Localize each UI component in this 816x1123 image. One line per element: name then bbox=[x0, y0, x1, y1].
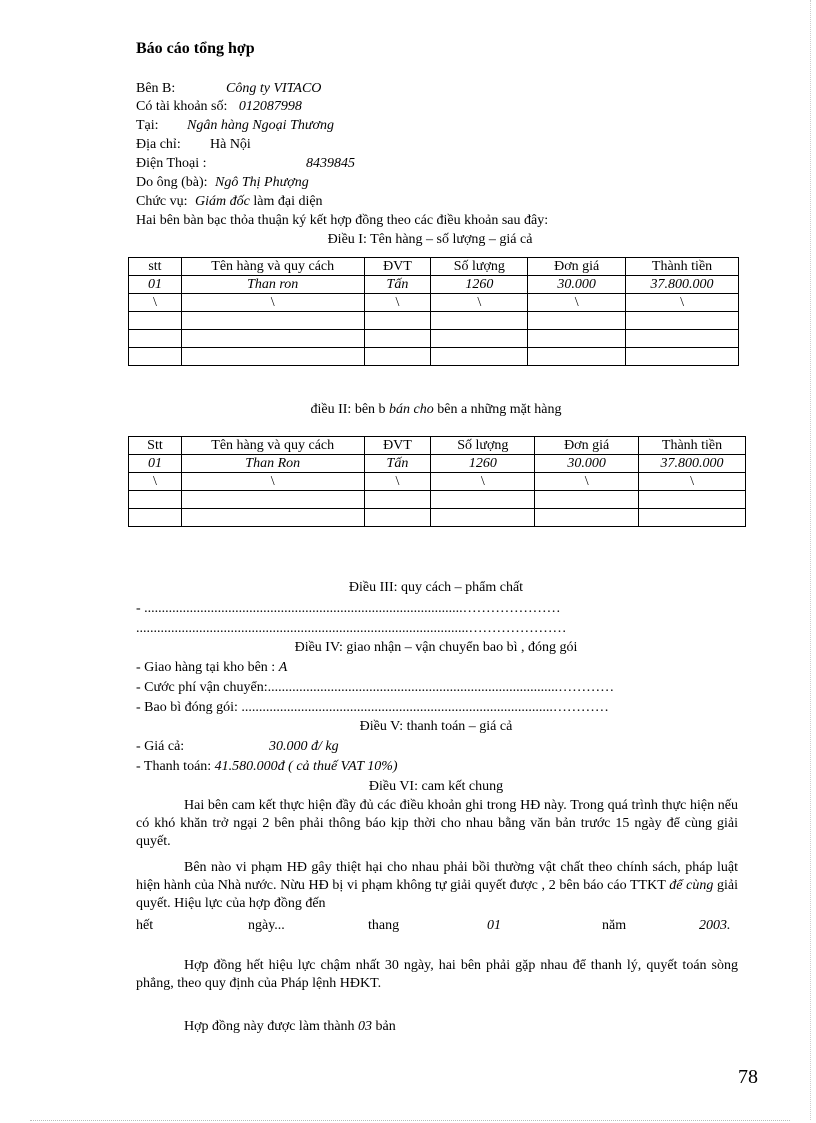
table-row-empty bbox=[129, 330, 739, 348]
price-value: 30.000 đ/ kg bbox=[269, 739, 339, 754]
end-nam: năm bbox=[602, 918, 627, 933]
article3-line2: ...............................................................................................………………… bbox=[136, 621, 567, 636]
cell-amount: 37.800.000 bbox=[639, 455, 746, 473]
ben-b-value: Công ty VITACO bbox=[226, 81, 322, 96]
copies-line bbox=[184, 1018, 396, 1036]
delivery-value: A bbox=[278, 660, 288, 675]
end-year: 2003. bbox=[699, 918, 731, 933]
freight-line: - Cước phí vận chuyển:...................................................................................………… bbox=[136, 680, 615, 695]
header-unit-price: Đơn giá bbox=[535, 437, 639, 455]
address-label: Địa chỉ: bbox=[136, 137, 181, 152]
bank-label: Tại: bbox=[136, 118, 159, 133]
table-row-empty bbox=[129, 348, 739, 366]
bank-line bbox=[136, 117, 334, 135]
cell-amount: 37.800.000 bbox=[626, 276, 739, 294]
table-row-empty bbox=[129, 491, 746, 509]
end-thang: thang bbox=[368, 918, 400, 933]
agreement-line: Hai bên bàn bạc thỏa thuận ký kết hợp đồng theo các điều khoản sau đây: bbox=[136, 213, 549, 228]
cell-unit: Tấn bbox=[364, 455, 431, 473]
cell-mark: \ bbox=[639, 473, 746, 491]
rep-label: Do ông (bà): bbox=[136, 175, 208, 190]
price-line bbox=[136, 738, 339, 756]
table-row-marks bbox=[129, 473, 746, 491]
commitment-paragraph-1: Hai bên cam kết thực hiện đầy đủ các điều khoản ghi trong HĐ này. Trong quá trình thực hiện nếu có khó khăn trở ngại 2 bên phải thông báo kịp thời cho nhau bằng văn bản trước 15 ngày để cùng giải quyết. bbox=[136, 798, 738, 849]
header-stt: stt bbox=[129, 258, 182, 276]
header-unit-price: Đơn giá bbox=[528, 258, 626, 276]
table-row-marks bbox=[129, 294, 739, 312]
ben-b-line bbox=[136, 80, 322, 98]
copies-post: bản bbox=[375, 1019, 396, 1034]
article2-heading-post: bên a những mặt hàng bbox=[437, 402, 562, 417]
ben-b-label: Bên B: bbox=[136, 81, 176, 96]
article3-heading: Điều III: quy cách – phẩm chất bbox=[348, 580, 524, 595]
cell-mark: \ bbox=[431, 473, 535, 491]
header-amount: Thành tiền bbox=[639, 437, 746, 455]
cell-stt: 01 bbox=[129, 455, 182, 473]
report-title: Báo cáo tổng hợp bbox=[136, 40, 255, 57]
article6-heading: Điều VI: cam kết chung bbox=[368, 779, 504, 794]
payment-label: - Thanh toán: bbox=[136, 759, 212, 774]
cell-mark: \ bbox=[626, 294, 739, 312]
rep-line bbox=[136, 174, 309, 192]
cell-mark: \ bbox=[535, 473, 639, 491]
cell-quantity: 1260 bbox=[431, 276, 528, 294]
cell-unit-price: 30.000 bbox=[528, 276, 626, 294]
article5-heading: Điều V: thanh toán – giá cả bbox=[359, 719, 513, 734]
end-het: hết bbox=[136, 918, 154, 933]
header-name: Tên hàng và quy cách bbox=[181, 258, 364, 276]
article4-heading: Điều IV: giao nhận – vận chuyển bao bì , đóng gói bbox=[294, 640, 578, 655]
position-value: Giám đốc bbox=[195, 194, 250, 209]
article3-line1: - ...........................................................................................………………… bbox=[136, 601, 561, 616]
copies-count: 03 bbox=[358, 1019, 373, 1034]
payment-line bbox=[136, 758, 398, 776]
account-line bbox=[136, 98, 302, 116]
effective-date-line bbox=[136, 917, 738, 935]
account-value: 012087998 bbox=[238, 99, 302, 114]
cell-quantity: 1260 bbox=[431, 455, 535, 473]
cell-mark: \ bbox=[364, 473, 431, 491]
cell-mark: \ bbox=[181, 294, 364, 312]
page-number: 78 bbox=[738, 1066, 758, 1088]
para2-italic: để cùng bbox=[669, 878, 714, 893]
packaging-line: - Bao bì đóng gói: .........................................................................................………… bbox=[136, 700, 609, 715]
account-label: Có tài khoản số: bbox=[136, 99, 228, 114]
table-header-row bbox=[129, 258, 739, 276]
cell-unit-price: 30.000 bbox=[535, 455, 639, 473]
article2-heading-italic: bán cho bbox=[389, 402, 434, 417]
article1-table bbox=[128, 257, 739, 366]
commitment-paragraph-2 bbox=[136, 859, 738, 913]
cell-mark: \ bbox=[129, 473, 182, 491]
cell-mark: \ bbox=[431, 294, 528, 312]
para2-text-a: Bên nào vi phạm HĐ gây thiệt hại cho nhau phải bồi thường vật chất theo chính sách, pháp luật hiện hành của Nhà nước. Nừu HĐ bị vi phạm không tự giải quyết được , 2 bên báo cáo TTKT bbox=[136, 860, 738, 893]
price-label: - Giá cả: bbox=[136, 739, 185, 754]
copies-pre: Hợp đồng này được làm thành bbox=[184, 1019, 355, 1034]
position-label: Chức vụ: bbox=[136, 194, 188, 209]
cell-unit: Tấn bbox=[364, 276, 431, 294]
address-line bbox=[136, 136, 251, 154]
bank-value: Ngân hàng Ngoại Thương bbox=[187, 118, 334, 133]
article2-table bbox=[128, 436, 746, 527]
cell-mark: \ bbox=[129, 294, 182, 312]
termination-paragraph: Hợp đồng hết hiệu lực chậm nhất 30 ngày, hai bên phải gặp nhau để thanh lý, quyết toán sòng phẳng, theo quy định của Pháp lệnh HĐKT. bbox=[136, 958, 738, 991]
table-row bbox=[129, 455, 746, 473]
article1-heading: Điều I: Tên hàng – số lượng – giá cả bbox=[327, 232, 533, 247]
phone-value: 8439845 bbox=[306, 156, 355, 171]
para2-text-b: giải quyết. Hiệu lực của hợp đồng đến bbox=[136, 878, 739, 911]
table-row-empty bbox=[129, 312, 739, 330]
cell-stt: 01 bbox=[129, 276, 182, 294]
article2-heading bbox=[28, 401, 816, 419]
table-row bbox=[129, 276, 739, 294]
cell-name: Than ron bbox=[181, 276, 364, 294]
end-ngay: ngày... bbox=[248, 918, 285, 933]
end-month: 01 bbox=[487, 918, 501, 933]
right-page-border bbox=[810, 0, 811, 1120]
header-unit: ĐVT bbox=[364, 437, 431, 455]
header-quantity: Số lượng bbox=[431, 258, 528, 276]
payment-value: 41.580.000đ ( cả thuế VAT 10%) bbox=[214, 759, 398, 774]
cell-mark: \ bbox=[181, 473, 364, 491]
cell-mark: \ bbox=[364, 294, 431, 312]
header-unit: ĐVT bbox=[364, 258, 431, 276]
header-name: Tên hàng và quy cách bbox=[181, 437, 364, 455]
header-stt: Stt bbox=[129, 437, 182, 455]
table-header-row bbox=[129, 437, 746, 455]
rep-value: Ngô Thị Phượng bbox=[215, 175, 309, 190]
phone-line bbox=[136, 155, 355, 173]
phone-label: Điện Thoại : bbox=[136, 156, 207, 171]
article2-heading-pre: điều II: bên b bbox=[310, 402, 386, 417]
delivery-line bbox=[136, 659, 287, 677]
bottom-page-border bbox=[30, 1120, 790, 1121]
position-suffix: làm đại diện bbox=[253, 194, 323, 209]
address-value: Hà Nội bbox=[210, 137, 251, 152]
header-amount: Thành tiền bbox=[626, 258, 739, 276]
delivery-label: - Giao hàng tại kho bên : bbox=[136, 660, 276, 675]
cell-mark: \ bbox=[528, 294, 626, 312]
table-row-empty bbox=[129, 509, 746, 527]
position-line bbox=[136, 193, 323, 211]
header-quantity: Số lượng bbox=[431, 437, 535, 455]
cell-name: Than Ron bbox=[181, 455, 364, 473]
